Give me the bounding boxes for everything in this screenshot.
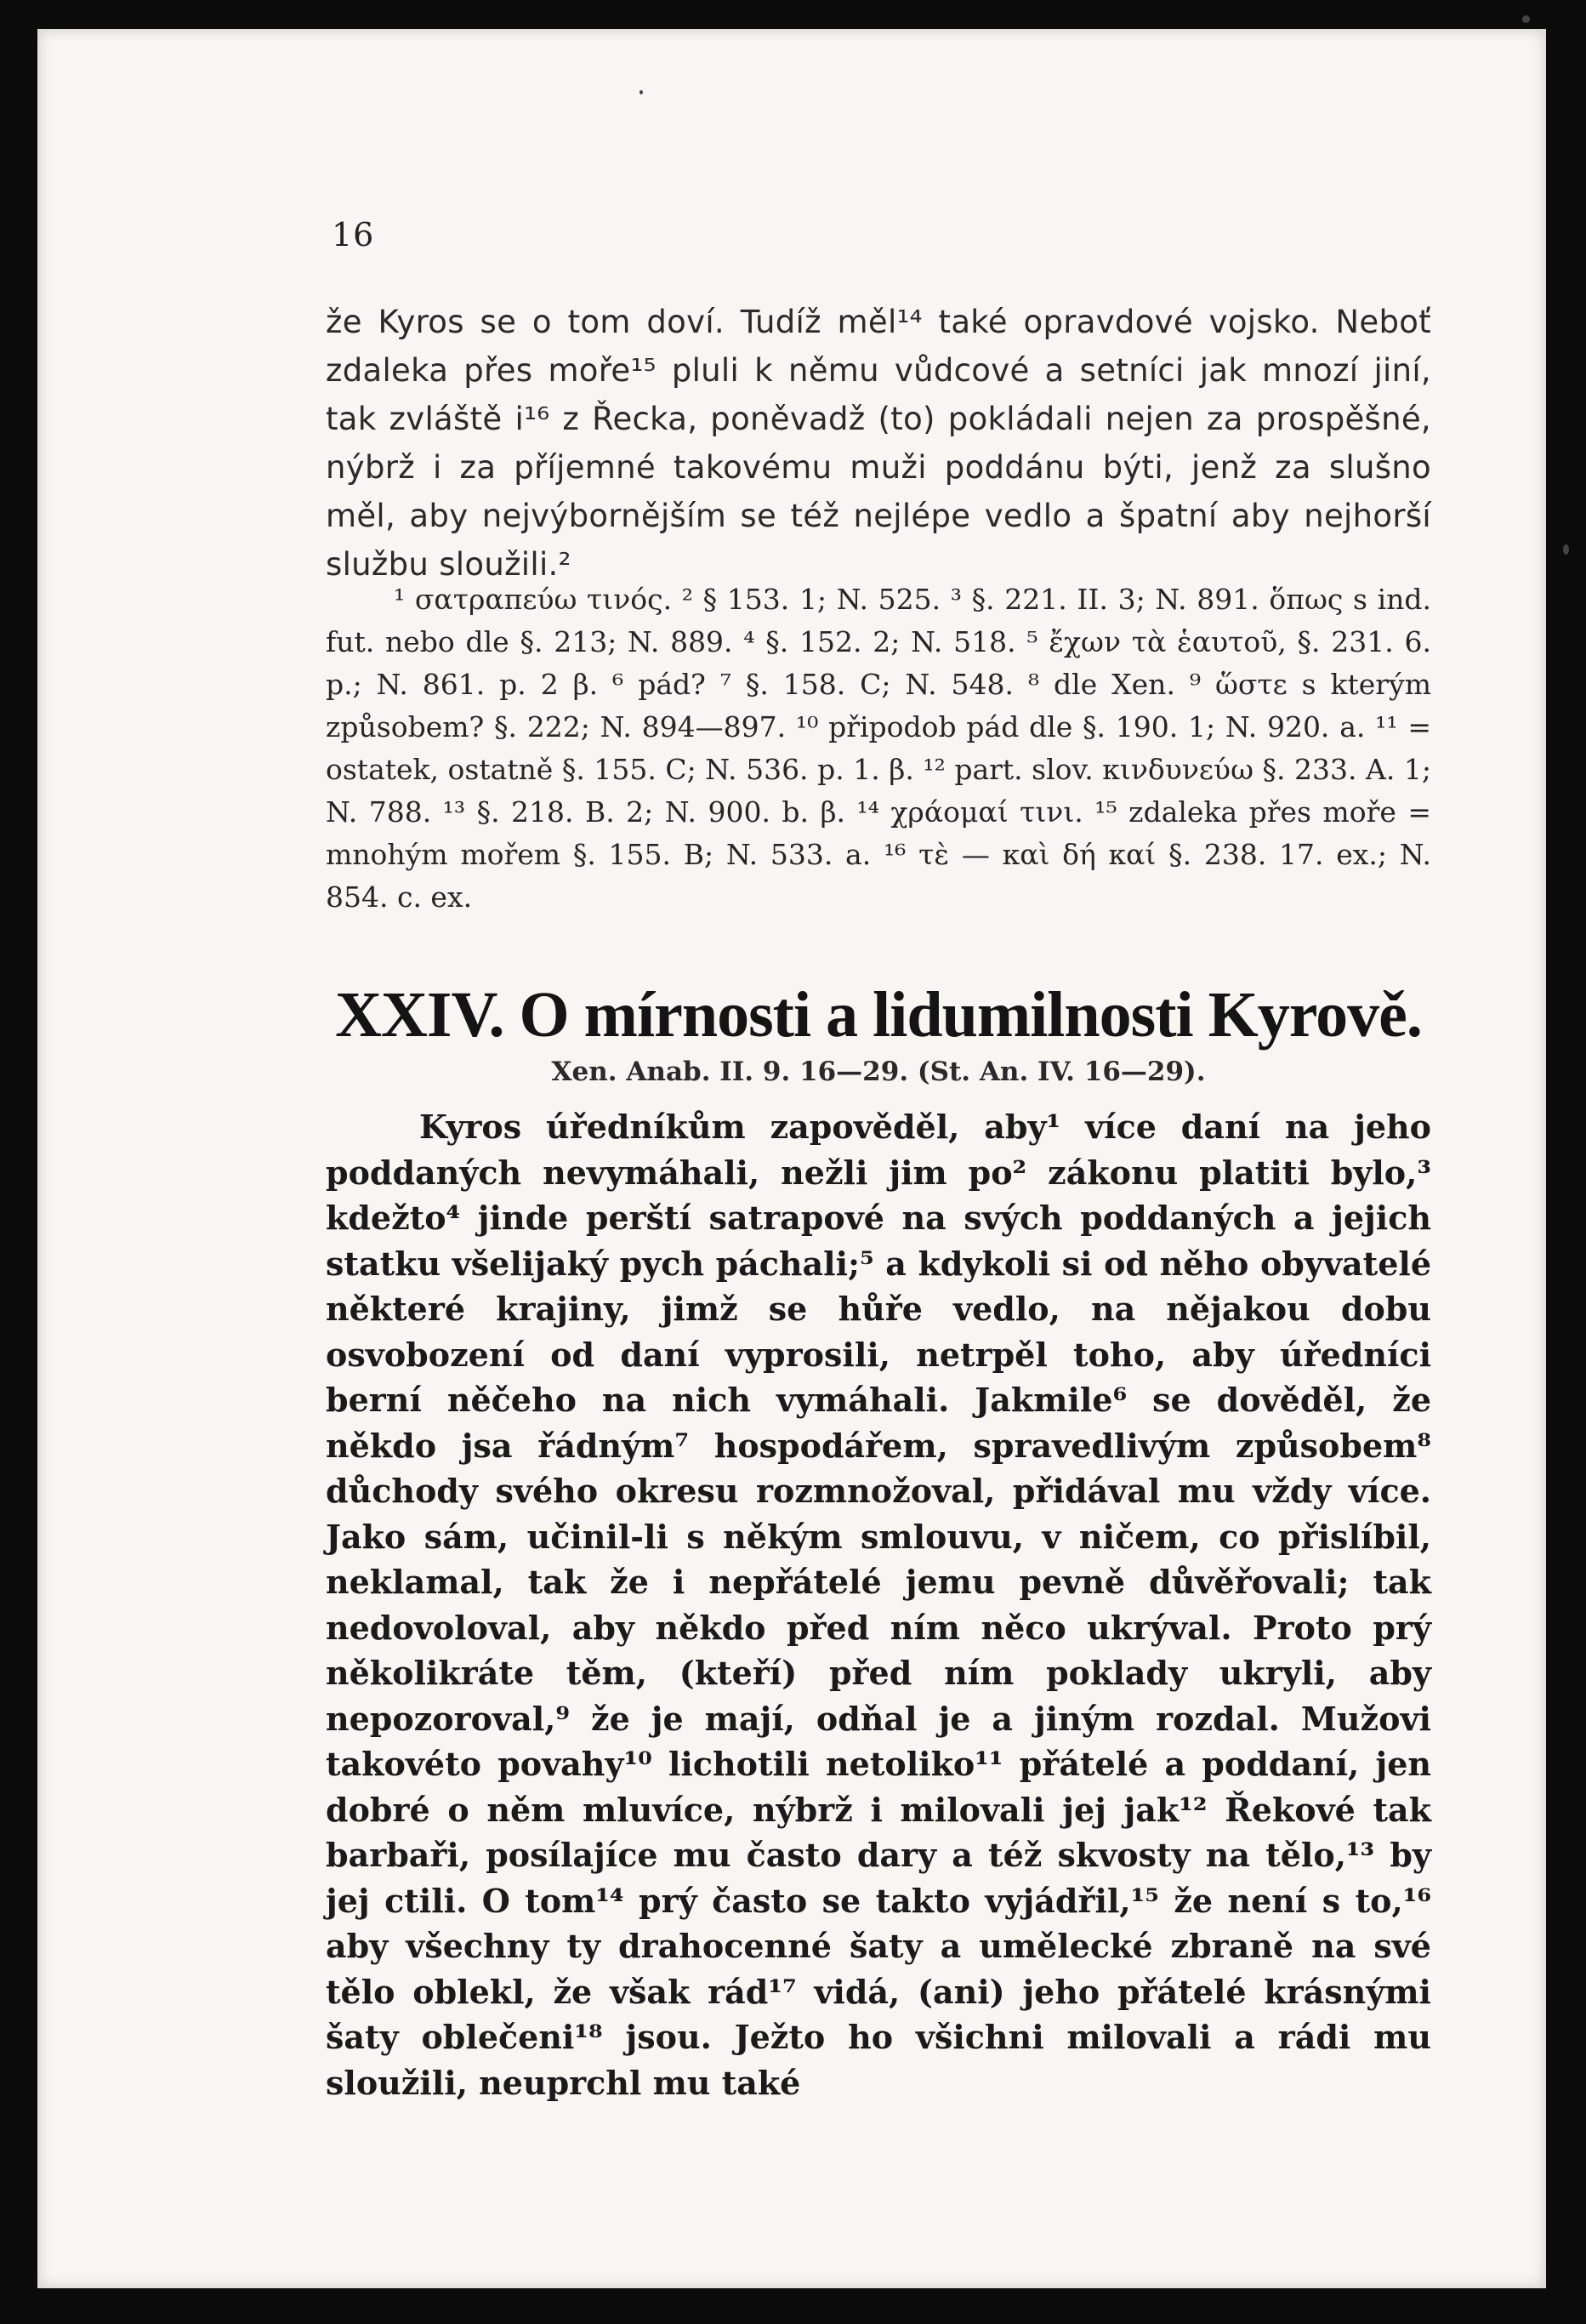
scan-speck <box>1563 544 1569 555</box>
chapter-source: Xen. Anab. II. 9. 16—29. (St. An. IV. 16—29). <box>551 1057 1206 1087</box>
intro-paragraph: že Kyros se o tom doví. Tudíž měl¹⁴ také opravdové vojsko. Neboť zdaleka přes moře¹⁵ pluli k němu vůdcové a setníci jak mnozí jiní, tak zvláště i¹⁶ z Řecka, poněvadž (to) pokládali nejen za prospěšné, nýbrž i za příjemné takovému muži poddánu býti, jenž za slušno měl, aby nejvýbornějším se též nejlépe vedlo a špatní aby nejhorší službu sloužili.² <box>326 304 1431 583</box>
page-number: 16 <box>332 216 375 253</box>
chapter-title-block <box>326 977 1431 1091</box>
footnotes-paragraph: ¹ σατραπεύω τινός. ² § 153. 1; N. 525. ³ §. 221. II. 3; N. 891. ὅπως s ind. fut. nebo dle §. 213; N. 889. ⁴ §. 152. 2; N. 518. ⁵ ἔχων τὰ ἑαυτοῦ, §. 231. 6. p.; N. 861. p. 2 β. ⁶ pád? ⁷ §. 158. C; N. 548. ⁸ dle Xen. ⁹ ὥστε s kterým způsobem? §. 222; N. 894—897. ¹⁰ připodob pád dle §. 190. 1; N. 920. a. ¹¹ = ostatek, ostatně §. 155. C; N. 536. p. 1. β. ¹² part. slov. κινδυνεύω §. 233. A. 1; N. 788. ¹³ §. 218. B. 2; N. 900. b. β. ¹⁴ χράομαί τινι. ¹⁵ zdaleka přes moře = mnohým mořem §. 155. B; N. 533. a. ¹⁶ τὲ — καὶ δή καί §. 238. 17. ex.; N. 854. c. ex. <box>326 583 1431 914</box>
footnotes <box>326 578 1431 919</box>
scan-speck <box>640 90 643 94</box>
chapter-heading: XXIV. O mírnosti a lidumilnosti Kyrově. <box>335 979 1422 1051</box>
scan-speck <box>1522 15 1530 23</box>
intro-text <box>326 298 1431 589</box>
body-paragraph: Kyros úředníkům zapověděl, aby¹ více daní na jeho poddaných nevymáhali, nežli jim po² zákonu platiti bylo,³ kdežto⁴ jinde perští satrapové na svých poddaných a jejich statku všelijaký pych páchali;⁵ a kdykoli si od něho obyvatelé některé krajiny, jimž se hůře vedlo, na nějakou dobu osvobození od daní vyprosili, netrpěl toho, aby úředníci berní něčeho na nich vymáhali. Jakmile⁶ se dověděl, že někdo jsa řádným⁷ hospodářem, spravedlivým způsobem⁸ důchody svého okresu rozmnožoval, přidával mu vždy více. Jako sám, učinil-li s někým smlouvu, v ničem, co přislíbil, neklamal, tak že i nepřátelé jemu pevně důvěřovali; tak nedovoloval, aby někdo před ním něco ukrýval. Proto prý několikráte těm, (kteří) před ním poklady ukryli, aby nepozoroval,⁹ že je mají, odňal je a jiným rozdal. Mužovi takovéto povahy¹⁰ lichotili netoliko¹¹ přátelé a poddaní, jen dobré o něm mluvíce, nýbrž i milovali jej jak¹² Řekové tak barbaři, posílajíce mu často dary a též skvosty na tělo,¹³ by jej ctili. O tom¹⁴ prý často se takto vyjádřil,¹⁵ že není s to,¹⁶ aby všechny ty drahocenné šaty a umělecké zbraně na své tělo oblekl, že však rád¹⁷ vidá, (ani) jeho přátelé krásnými šaty oblečeni¹⁸ jsou. Ježto ho všichni milovali a rádi mu sloužili, neuprchl mu také <box>326 1108 1431 2102</box>
body-text <box>326 1104 1431 2105</box>
